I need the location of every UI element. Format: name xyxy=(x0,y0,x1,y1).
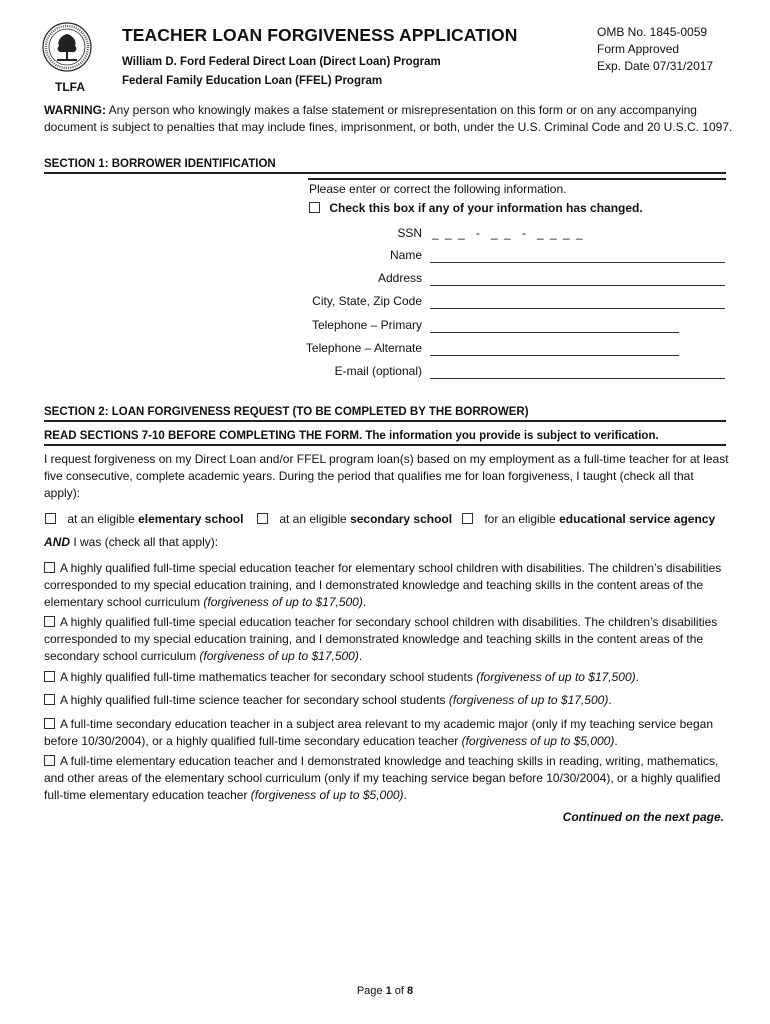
page-number xyxy=(0,985,770,997)
read-sections-notice: READ SECTIONS 7-10 BEFORE COMPLETING THE FORM. The information you provide is subject to verification. xyxy=(44,430,726,446)
qual-elementary-ed-checkbox[interactable] xyxy=(44,755,55,766)
elementary-school-checkbox[interactable] xyxy=(45,513,56,524)
qual-end: . xyxy=(614,734,618,748)
continued-note: Continued on the next page. xyxy=(562,810,724,824)
qual-sped-secondary-checkbox[interactable] xyxy=(44,616,55,627)
section-2-heading: SECTION 2: LOAN FORGIVENESS REQUEST (TO BE COMPLETED BY THE BORROWER) xyxy=(44,406,726,422)
page-current: 1 xyxy=(385,985,392,997)
qual-text: A highly qualified full-time mathematics teacher for secondary school students xyxy=(60,670,477,684)
qualification-item xyxy=(44,692,728,709)
address-label: Address xyxy=(377,271,422,285)
expiration-date: Exp. Date 07/31/2017 xyxy=(597,59,714,73)
secondary-school-checkbox[interactable] xyxy=(257,513,268,524)
service-agency-checkbox[interactable] xyxy=(462,513,473,524)
name-field[interactable] xyxy=(430,262,725,263)
and-instruction xyxy=(44,535,218,549)
phone-primary-label: Telephone – Primary xyxy=(311,318,422,332)
qual-sped-elementary-checkbox[interactable] xyxy=(44,562,55,573)
qual-amount: (forgiveness of up to $17,500) xyxy=(448,693,609,707)
qual-amount: (forgiveness of up to $5,000) xyxy=(250,788,404,802)
qual-text: A highly qualified full-time special education teacher for secondary school children with disabilities. The children’s disabilities corresponded to my special education training, and I demonstrated knowledge and teaching skills in the content areas of the secondary school curriculum xyxy=(44,615,718,663)
qual-amount: (forgiveness of up to $17,500) xyxy=(203,595,363,609)
elementary-option-prefix: at an eligible xyxy=(67,512,139,526)
warning-text: Any person who knowingly makes a false statement or misrepresentation on this form or on any accompanying document is subject to penalties that may include fines, imprisonment, or both, under the U.S. Criminal Code and 20 U.S.C. 1097. xyxy=(44,103,733,134)
and-text: I was (check all that apply): xyxy=(70,535,219,549)
section-1-subrule xyxy=(308,178,726,180)
qual-text: A highly qualified full-time special education teacher for elementary school children with disabilities. The children’s disabilities corresponded to my special education training, and I demonstrated knowledge and teaching skills in the content areas of the elementary school curriculum xyxy=(44,561,722,609)
section-1-heading: SECTION 1: BORROWER IDENTIFICATION xyxy=(44,158,726,174)
program-subtitle-direct: William D. Ford Federal Direct Loan (Direct Loan) Program xyxy=(122,56,441,68)
warning-label: WARNING: xyxy=(44,103,106,117)
info-changed-checkbox[interactable] xyxy=(309,202,320,213)
elementary-option-bold: elementary school xyxy=(138,512,244,526)
omb-block xyxy=(597,24,713,75)
qual-end: . xyxy=(635,670,639,684)
qual-amount: (forgiveness of up to $17,500) xyxy=(476,670,636,684)
qual-text: A highly qualified full-time science teacher for secondary school students xyxy=(60,693,449,707)
secondary-option-bold: secondary school xyxy=(350,512,453,526)
qual-math-checkbox[interactable] xyxy=(44,671,55,682)
warning-notice xyxy=(44,102,734,136)
email-field[interactable] xyxy=(430,378,725,379)
name-label: Name xyxy=(389,248,422,262)
qual-end: . xyxy=(403,788,407,802)
qual-text: A full-time elementary education teacher and I demonstrated knowledge and teaching skills in reading, writing, mathematics, and other areas of the elementary school curriculum (only if my teaching service began before 10/30/2004), or a highly qualified full-time elementary education teacher xyxy=(44,754,721,802)
qual-end: . xyxy=(362,595,367,609)
city-state-zip-label: City, State, Zip Code xyxy=(312,294,422,308)
phone-alternate-field[interactable] xyxy=(430,355,679,356)
section-1-instruction: Please enter or correct the following information. xyxy=(309,182,567,196)
city-state-zip-field[interactable] xyxy=(430,308,725,309)
info-changed-row xyxy=(309,201,643,215)
info-changed-label: Check this box if any of your information has changed. xyxy=(329,201,643,215)
school-option-secondary xyxy=(257,512,452,526)
ssn-input[interactable]: _ _ _ - _ _ - _ _ _ _ xyxy=(432,226,585,240)
qual-amount: (forgiveness of up to $5,000) xyxy=(461,734,615,748)
page-of: of xyxy=(391,985,408,997)
qualification-item xyxy=(44,753,728,804)
department-of-education-seal-icon xyxy=(42,22,92,72)
qual-science-checkbox[interactable] xyxy=(44,694,55,705)
omb-number: OMB No. 1845-0059 xyxy=(597,25,708,39)
service-agency-option-bold: educational service agency xyxy=(559,512,716,526)
phone-alternate-label: Telephone – Alternate xyxy=(305,341,422,355)
form-code: TLFA xyxy=(55,80,85,94)
qual-text: A full-time secondary education teacher in a subject area relevant to my academic major (only if my teaching service began before 10/30/2004), or a highly qualified full-time secondary education teacher xyxy=(44,717,713,748)
program-subtitle-ffel: Federal Family Education Loan (FFEL) Program xyxy=(122,75,383,87)
qual-end: . xyxy=(358,649,363,663)
qual-end: . xyxy=(608,693,612,707)
and-label: AND xyxy=(44,535,70,549)
secondary-option-prefix: at an eligible xyxy=(279,512,351,526)
qualification-item xyxy=(44,716,728,750)
qualification-item xyxy=(44,669,728,686)
page-total: 8 xyxy=(407,985,414,997)
ssn-label: SSN xyxy=(397,226,422,240)
service-agency-option-prefix: for an eligible xyxy=(484,512,560,526)
forgiveness-request-intro: I request forgiveness on my Direct Loan and/or FFEL program loan(s) based on my employment as a full-time teacher for at least five consecutive, complete academic years. During the period that qualifies me for loan forgiveness, I taught (check all that apply): xyxy=(44,452,729,500)
qualification-item xyxy=(44,614,728,665)
qual-amount: (forgiveness of up to $17,500) xyxy=(199,649,359,663)
address-field[interactable] xyxy=(430,285,725,286)
phone-primary-field[interactable] xyxy=(430,332,679,333)
school-option-service-agency xyxy=(462,512,715,526)
form-approved: Form Approved xyxy=(597,42,680,56)
qual-secondary-ed-checkbox[interactable] xyxy=(44,718,55,729)
form-title: TEACHER LOAN FORGIVENESS APPLICATION xyxy=(122,25,518,45)
school-option-elementary xyxy=(45,512,243,526)
qualification-item xyxy=(44,560,728,611)
email-label: E-mail (optional) xyxy=(334,364,422,378)
page-word: Page xyxy=(356,985,386,997)
